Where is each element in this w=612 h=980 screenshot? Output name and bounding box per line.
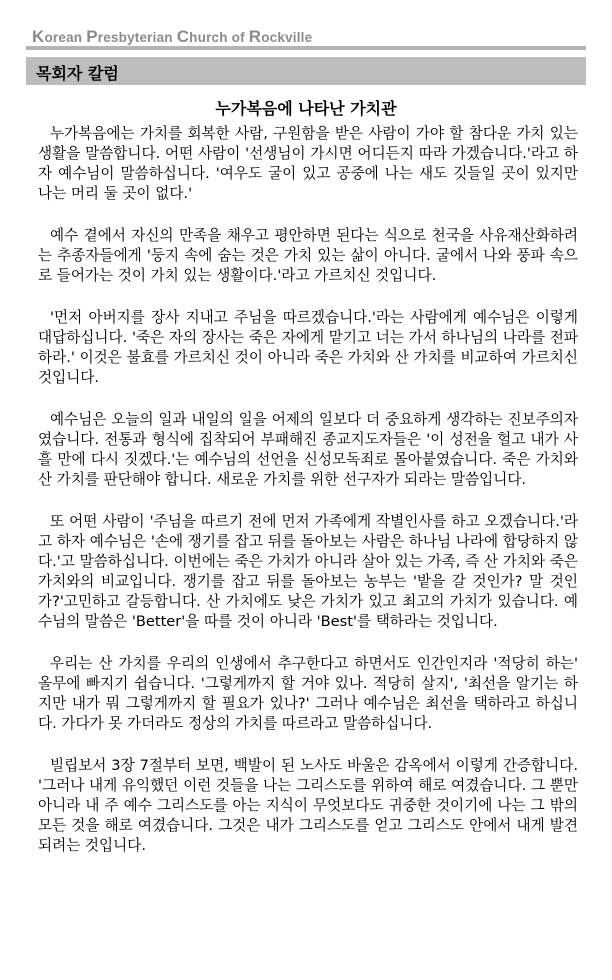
article-paragraph: 누가복음에는 가치를 회복한 사람, 구원함을 받은 사람이 가야 할 참다운 가치 있는 생활을 말씀합니다. 어떤 사람이 '선생님이 가시면 어디든지 따라 가겠습니다.'라고 하자 예수님이 말씀하십니다. '여우도 굴이 있고 공중에 나는 새도 깃들일 곳이 있지만 나는 머리 둘 곳이 없다.' — [38, 125, 578, 202]
article-paragraph: 빌립보서 3장 7절부터 보면, 백발이 된 노사도 바울은 감옥에서 이렇게 간증합니다. '그러나 내게 유익했던 이런 것들을 나는 그리스도를 위하여 해로 여겼습니다. 그 뿐만 아니라 내 주 예수 그리스도를 아는 지식이 무엇보다도 귀중한 것이기에 나는 그 밖의 모든 것을 해로 여겼습니다. 그것은 내가 그리스도를 얻고 그리스도 안에서 내게 발견되려는 것입니다. — [38, 757, 578, 854]
article-title: 누가복음에 나타난 가치관 — [215, 99, 397, 118]
article-body — [38, 124, 578, 878]
church-masthead — [32, 27, 312, 47]
article-paragraph: 예수님은 오늘의 일과 내일의 일을 어제의 일보다 더 중요하게 생각하는 진보주의자였습니다. 전통과 형식에 집착되어 부패해진 종교지도자들은 '이 성전을 헐고 내가 사흘 만에 다시 짓겠다.'는 예수님의 선언을 신성모독죄로 몰아붙였습니다. 죽은 가치와 산 가치를 판단해야 합니다. 새로운 가치를 위한 선구자가 되라는 말씀입니다. — [38, 411, 578, 488]
masthead-word: Presbyterian — [86, 27, 177, 46]
masthead-word: Church of — [176, 27, 249, 46]
section-header-bar — [26, 57, 586, 85]
article-paragraph: 예수 곁에서 자신의 만족을 채우고 평안하면 된다는 식으로 천국을 사유재산화하려는 추종자들에게 '둥지 속에 숨는 것은 가치 있는 삶이 아니다. 굴에서 나와 풍파 속으로 들어가는 것이 가치 있는 생활이다.'라고 가르치신 것입니다. — [38, 227, 578, 284]
article-paragraph: '먼저 아버지를 장사 지내고 주님을 따르겠습니다.'라는 사람에게 예수님은 이렇게 대답하십니다. '죽은 자의 장사는 죽은 자에게 맡기고 너는 가서 하나님의 나라를 전파하라.' 이것은 불효를 가르치신 것이 아니라 죽은 가치와 산 가치를 비교하여 가르치신 것입니다. — [38, 309, 578, 386]
masthead-word: Korean — [32, 27, 87, 46]
article-paragraph: 또 어떤 사람이 '주님을 따르기 전에 먼저 가족에게 작별인사를 하고 오겠습니다.'라고 하자 예수님은 '손에 쟁기를 잡고 뒤를 돌아보는 사람은 하나님 나라에 합당하지 않다.'고 말씀하십니다. 이번에는 죽은 가치가 아니라 살아 있는 가족, 즉 산 가치와 죽은 가치와의 비교입니다. 쟁기를 잡고 뒤를 돌아보는 농부는 '밭을 갈 것인가? 말 것인가?'고민하고 갈등합니다. 산 가치에도 낮은 가치가 있고 최고의 가치가 있습니다. 예수님의 말씀은 'Better'을 따를 것이 아니라 'Best'를 택하라는 것입니다. — [38, 513, 578, 630]
section-title: 목회자 칼럼 — [36, 64, 119, 83]
header-divider — [26, 46, 586, 50]
masthead-word: Rockville — [248, 27, 313, 46]
article-paragraph: 우리는 산 가치를 우리의 인생에서 추구한다고 하면서도 인간인지라 '적당히 하는' 올무에 빠지기 쉽습니다. '그렇게까지 할 거야 있나. 적당히 살지', '최선을 알기는 하지만 내가 뭐 그렇게까지 할 필요가 있나?' 그러나 예수님은 최선을 택하라고 하십니다. 가다가 못 가더라도 정상의 가치를 따르라고 말씀하십니다. — [38, 655, 578, 732]
